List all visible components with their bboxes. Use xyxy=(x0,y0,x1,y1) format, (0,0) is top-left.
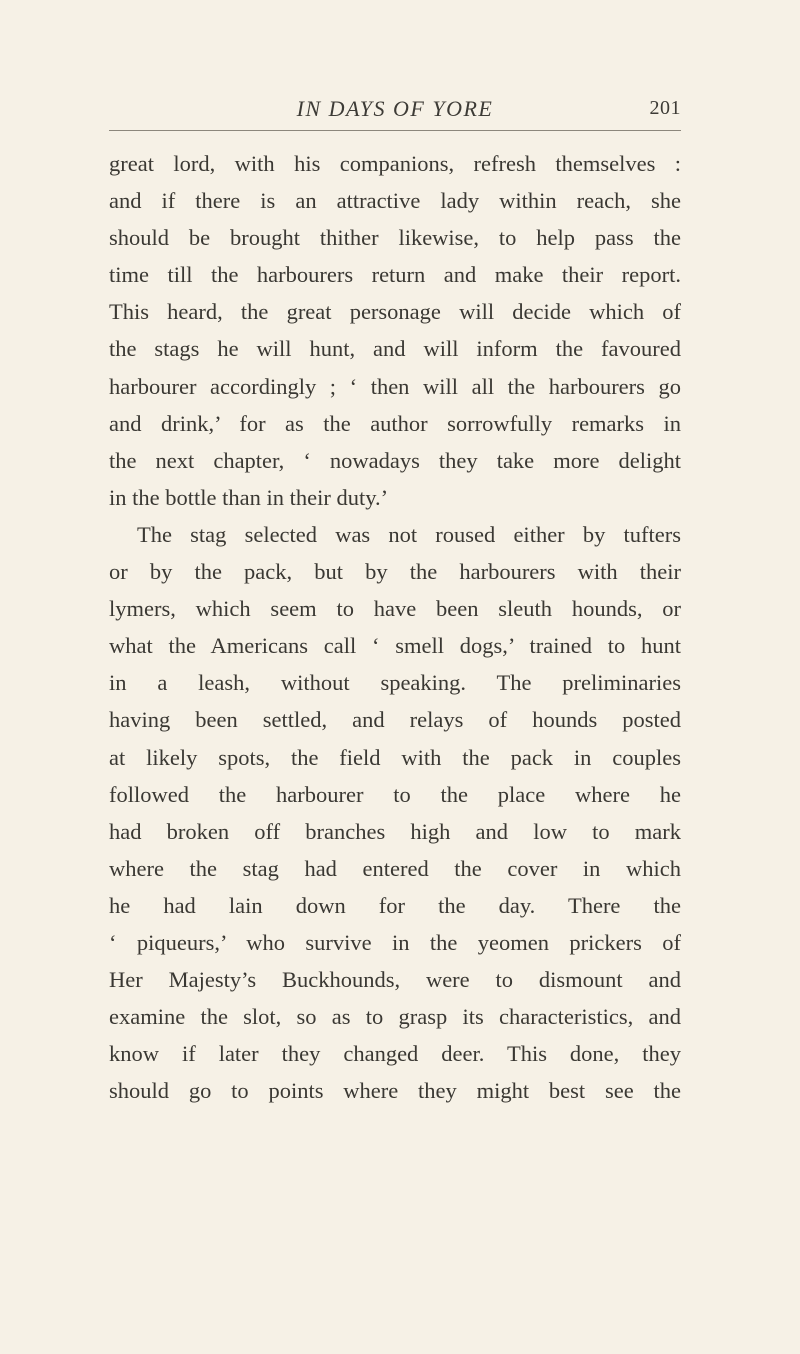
running-head xyxy=(109,92,681,128)
text-line: had broken off branches high and low to mark xyxy=(109,818,681,844)
text-line: lymers, which seem to have been sleuth hounds, or xyxy=(109,596,681,622)
text-line: ‘ piqueurs,’ who survive in the yeomen prickers of xyxy=(109,929,681,955)
text-line: at likely spots, the field with the pack in couples xyxy=(109,744,681,770)
text-line: The stag selected was not roused either by tufters xyxy=(137,521,681,547)
text-line: should be brought thither likewise, to help pass the xyxy=(109,225,681,251)
text-line: harbourer accordingly ; ‘ then will all the harbourers go xyxy=(109,373,681,399)
text-line: Her Majesty’s Buckhounds, were to dismount and xyxy=(109,967,681,993)
text-line: the stags he will hunt, and will inform the favoured xyxy=(109,336,681,362)
text-line: having been settled, and relays of hounds posted xyxy=(109,707,681,733)
page-number: 201 xyxy=(649,97,681,119)
text-line: the next chapter, ‘ nowadays they take more delight xyxy=(109,447,681,473)
text-line: This heard, the great personage will decide which of xyxy=(109,299,681,325)
text-line: he had lain down for the day. There the xyxy=(109,892,681,918)
text-line: and if there is an attractive lady within reach, she xyxy=(109,188,681,214)
header-rule xyxy=(109,130,681,131)
text-line: examine the slot, so as to grasp its characteristics, and xyxy=(109,1004,681,1030)
text-line: great lord, with his companions, refresh themselves : xyxy=(109,151,681,176)
text-line: time till the harbourers return and make their report. xyxy=(109,262,681,288)
body-text xyxy=(109,145,681,1109)
text-line: in the bottle than in their duty.’ xyxy=(109,484,389,510)
running-title: IN DAYS OF YORE xyxy=(296,96,494,121)
text-line: followed the harbourer to the place where he xyxy=(109,781,681,807)
text-line: where the stag had entered the cover in which xyxy=(109,855,681,881)
text-line: in a leash, without speaking. The preliminaries xyxy=(109,670,681,696)
text-line: and drink,’ for as the author sorrowfully remarks in xyxy=(109,410,681,436)
text-line: what the Americans call ‘ smell dogs,’ trained to hunt xyxy=(109,633,681,659)
text-line: or by the pack, but by the harbourers with their xyxy=(109,559,681,585)
text-line: should go to points where they might best see the xyxy=(109,1078,681,1104)
text-line: know if later they changed deer. This done, they xyxy=(109,1041,681,1067)
